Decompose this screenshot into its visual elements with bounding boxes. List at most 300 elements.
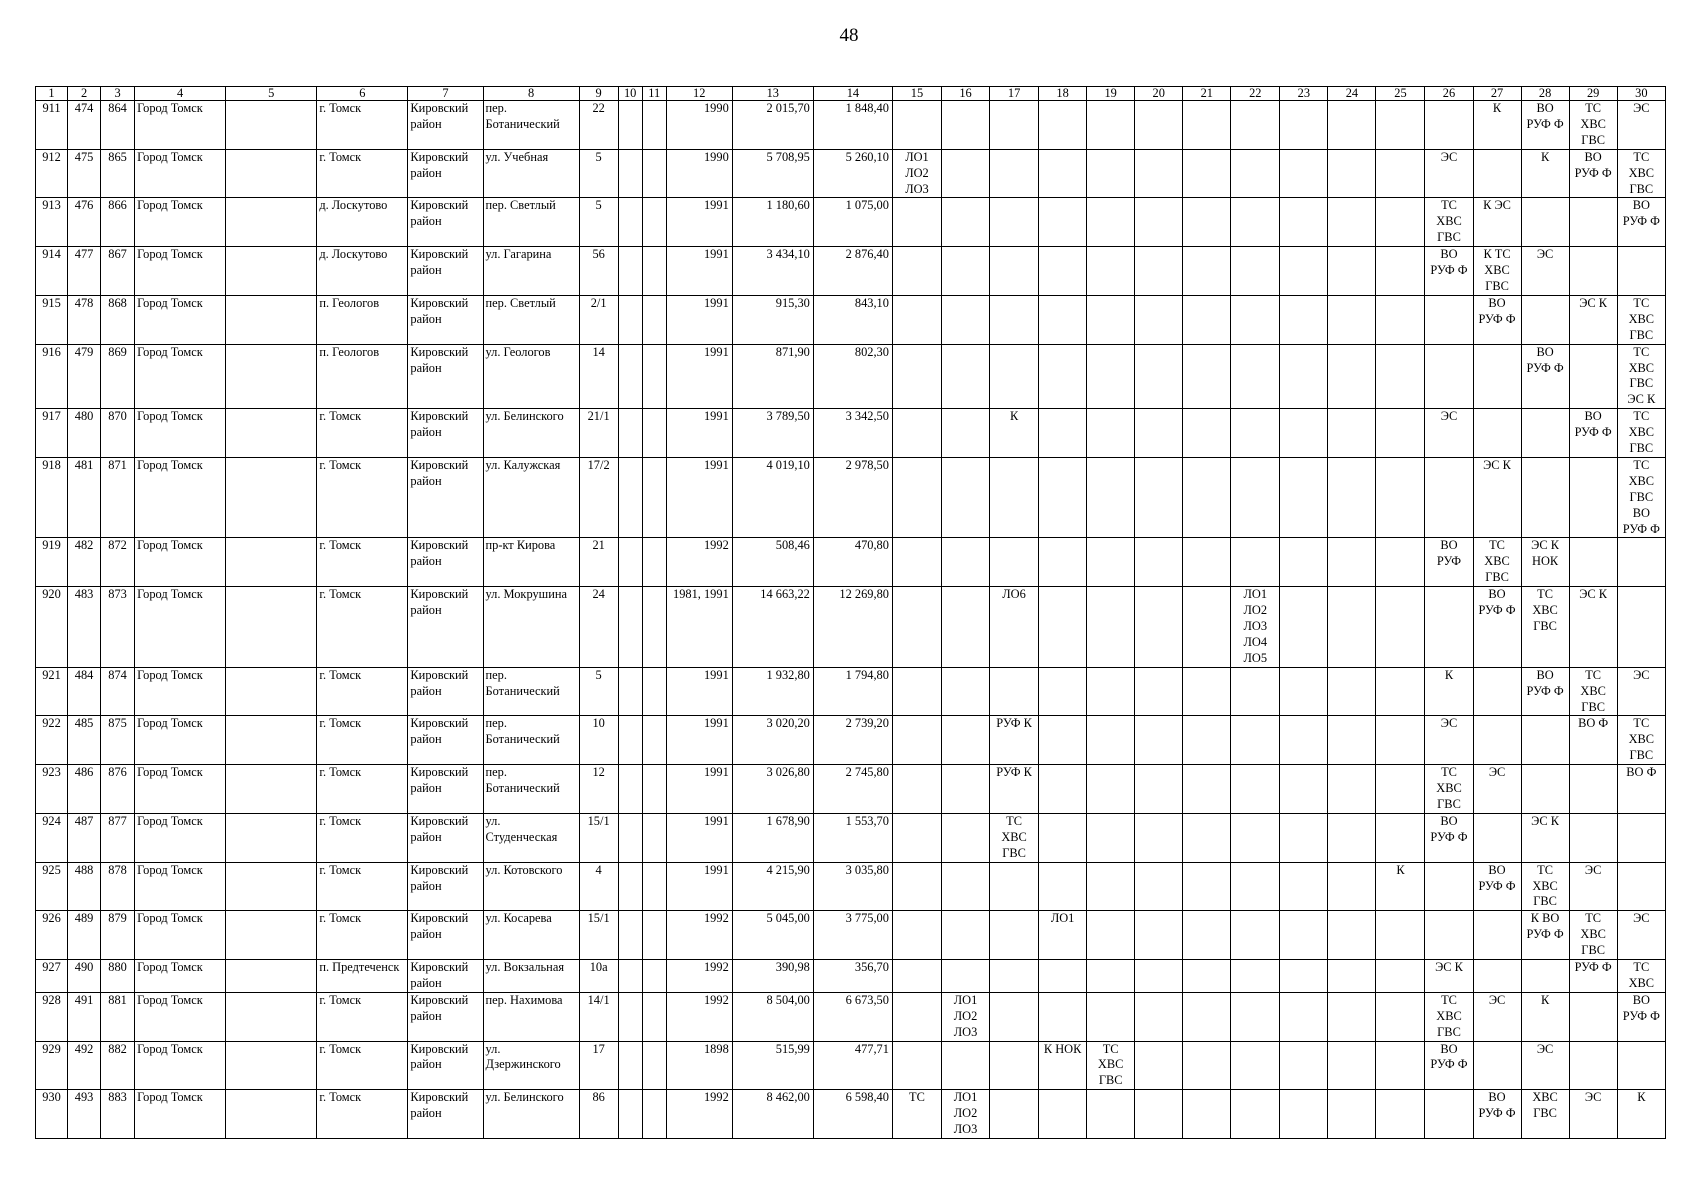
cell-text: 4 019,10 [766, 457, 810, 472]
cell-col-6 [317, 862, 408, 911]
cell-col-19 [1087, 992, 1135, 1041]
cell-col-30 [1617, 344, 1665, 409]
cell-col-9 [579, 344, 618, 409]
cell-col-14 [813, 295, 892, 344]
column-number-4: 4 [135, 87, 226, 101]
cell-col-14 [813, 992, 892, 1041]
cell-col-27 [1473, 1041, 1521, 1090]
cell-col-17 [990, 344, 1039, 409]
cell-text: 4 215,90 [766, 862, 810, 877]
cell-col-12 [666, 1090, 732, 1139]
cell-col-10 [618, 587, 642, 668]
cell-text: ВО Ф [1578, 716, 1609, 731]
cell-col-28 [1521, 716, 1569, 765]
cell-text: 484 [74, 667, 94, 682]
cell-col-8 [483, 198, 579, 247]
cell-col-24 [1328, 247, 1376, 296]
cell-text: ВО РУФ Ф [1478, 862, 1516, 893]
cell-text: 919 [42, 538, 61, 553]
cell-text: ТС ХВС ГВС [1532, 862, 1558, 909]
cell-col-15 [892, 198, 941, 247]
cell-col-25 [1376, 862, 1425, 911]
cell-col-29 [1569, 295, 1617, 344]
cell-col-1 [36, 198, 68, 247]
cell-col-29 [1569, 409, 1617, 458]
cell-col-2 [68, 457, 101, 538]
cell-col-22 [1231, 862, 1280, 911]
cell-col-13 [732, 716, 813, 765]
cell-text: ул. Белинского [485, 409, 564, 424]
cell-text: 8 504,00 [766, 992, 810, 1007]
cell-col-12 [666, 295, 732, 344]
cell-text: 6 673,50 [845, 992, 889, 1007]
cell-text: К ВО РУФ Ф [1526, 911, 1564, 942]
cell-col-25 [1376, 149, 1425, 198]
column-number-6: 6 [317, 87, 408, 101]
column-number-26: 26 [1425, 87, 1473, 101]
cell-col-7 [408, 344, 483, 409]
cell-col-14 [813, 911, 892, 960]
cell-col-26 [1425, 344, 1473, 409]
cell-col-27 [1473, 813, 1521, 862]
cell-col-7 [408, 716, 483, 765]
cell-text: 12 [592, 765, 605, 780]
cell-col-26 [1425, 1090, 1473, 1139]
cell-col-30 [1617, 765, 1665, 814]
cell-text: Кировский район [410, 716, 469, 747]
cell-col-7 [408, 911, 483, 960]
cell-text: 492 [74, 1041, 94, 1056]
cell-col-9 [579, 101, 618, 150]
cell-text: ВО РУФ Ф [1430, 247, 1468, 278]
cell-col-9 [579, 911, 618, 960]
cell-text: 1 553,70 [845, 813, 889, 828]
cell-col-25 [1376, 1090, 1425, 1139]
cell-col-5 [226, 538, 317, 587]
table-row [36, 992, 1666, 1041]
cell-text: 880 [108, 960, 127, 975]
cell-text: 1991 [703, 344, 729, 359]
cell-col-20 [1135, 101, 1183, 150]
cell-col-23 [1280, 813, 1328, 862]
cell-col-19 [1087, 1090, 1135, 1139]
cell-text: ТС ХВС ГВС [1436, 765, 1462, 811]
cell-text: 483 [74, 587, 94, 602]
cell-col-26 [1425, 813, 1473, 862]
cell-text: г. Томск [319, 667, 362, 682]
cell-col-2 [68, 716, 101, 765]
cell-col-12 [666, 862, 732, 911]
cell-col-28 [1521, 813, 1569, 862]
cell-col-6 [317, 247, 408, 296]
cell-col-11 [642, 101, 666, 150]
cell-text: ЭС [1536, 247, 1554, 262]
cell-col-18 [1039, 911, 1087, 960]
cell-col-5 [226, 765, 317, 814]
cell-col-10 [618, 295, 642, 344]
cell-text: 14/1 [587, 992, 610, 1007]
cell-col-21 [1183, 765, 1231, 814]
cell-col-2 [68, 198, 101, 247]
column-number-20: 20 [1135, 87, 1183, 101]
cell-col-4 [135, 101, 226, 150]
cell-text: 1991 [703, 813, 729, 828]
cell-col-18 [1039, 716, 1087, 765]
cell-col-25 [1376, 409, 1425, 458]
cell-col-17 [990, 198, 1039, 247]
cell-col-25 [1376, 247, 1425, 296]
cell-text: ЭС К [1483, 457, 1511, 472]
cell-text: К [1540, 149, 1550, 164]
cell-col-27 [1473, 716, 1521, 765]
cell-col-20 [1135, 538, 1183, 587]
cell-text: г. Томск [319, 101, 362, 115]
cell-col-16 [942, 587, 990, 668]
cell-col-23 [1280, 344, 1328, 409]
cell-col-1 [36, 409, 68, 458]
cell-text: 17 [592, 1041, 605, 1056]
cell-text: ТС ХВС ГВС [1628, 295, 1655, 342]
cell-col-13 [732, 765, 813, 814]
cell-col-15 [892, 295, 941, 344]
table-row [36, 813, 1666, 862]
cell-col-9 [579, 1041, 618, 1090]
cell-col-14 [813, 1090, 892, 1139]
cell-col-15 [892, 587, 941, 668]
cell-col-26 [1425, 247, 1473, 296]
cell-col-17 [990, 457, 1039, 538]
cell-text: 489 [74, 911, 94, 926]
cell-text: 478 [74, 295, 94, 310]
cell-col-1 [36, 667, 68, 716]
cell-text: г. Томск [319, 538, 362, 553]
cell-col-18 [1039, 862, 1087, 911]
cell-col-28 [1521, 149, 1569, 198]
cell-col-23 [1280, 587, 1328, 668]
cell-col-12 [666, 101, 732, 150]
cell-text: 3 035,80 [845, 862, 889, 877]
cell-col-20 [1135, 765, 1183, 814]
cell-col-2 [68, 587, 101, 668]
cell-col-1 [36, 247, 68, 296]
cell-text: ТС ХВС ГВС [1628, 716, 1655, 763]
cell-col-3 [101, 1090, 135, 1139]
cell-col-13 [732, 149, 813, 198]
cell-col-16 [942, 101, 990, 150]
cell-col-21 [1183, 1090, 1231, 1139]
cell-text: 1992 [703, 992, 729, 1007]
cell-text: 843,10 [854, 295, 889, 310]
cell-text: РУФ К [996, 716, 1032, 731]
column-number-24: 24 [1328, 87, 1376, 101]
cell-col-8 [483, 960, 579, 993]
cell-text: 10 [592, 716, 605, 731]
cell-col-19 [1087, 457, 1135, 538]
cell-text: 921 [42, 667, 61, 682]
cell-col-4 [135, 457, 226, 538]
cell-col-24 [1328, 1041, 1376, 1090]
cell-col-4 [135, 409, 226, 458]
column-number-16: 16 [942, 87, 990, 101]
cell-col-26 [1425, 862, 1473, 911]
cell-text: 881 [108, 992, 127, 1007]
cell-col-5 [226, 149, 317, 198]
cell-col-12 [666, 198, 732, 247]
cell-col-10 [618, 101, 642, 150]
cell-text: 875 [108, 716, 127, 731]
cell-col-4 [135, 247, 226, 296]
cell-text: ВО РУФ Ф [1478, 587, 1516, 618]
cell-text: 868 [108, 295, 127, 310]
cell-col-19 [1087, 149, 1135, 198]
cell-text: Город Томск [137, 198, 203, 213]
cell-col-1 [36, 813, 68, 862]
cell-col-13 [732, 198, 813, 247]
cell-col-7 [408, 295, 483, 344]
cell-col-11 [642, 247, 666, 296]
column-number-21: 21 [1183, 87, 1231, 101]
cell-col-19 [1087, 911, 1135, 960]
cell-text: Кировский район [410, 587, 469, 618]
cell-col-24 [1328, 149, 1376, 198]
cell-col-18 [1039, 813, 1087, 862]
cell-col-11 [642, 344, 666, 409]
cell-col-13 [732, 1090, 813, 1139]
cell-col-22 [1231, 198, 1280, 247]
cell-col-8 [483, 992, 579, 1041]
column-number-14: 14 [813, 87, 892, 101]
cell-col-28 [1521, 1041, 1569, 1090]
cell-text: 1 075,00 [845, 198, 889, 213]
cell-col-18 [1039, 457, 1087, 538]
cell-col-21 [1183, 101, 1231, 150]
cell-col-2 [68, 1090, 101, 1139]
cell-col-8 [483, 149, 579, 198]
cell-text: ЭС [1536, 1041, 1554, 1056]
cell-col-25 [1376, 344, 1425, 409]
cell-text: ул. Косарева [485, 911, 552, 926]
cell-col-11 [642, 587, 666, 668]
cell-text: 390,98 [775, 960, 810, 975]
cell-text: 1 180,60 [766, 198, 810, 213]
cell-col-26 [1425, 992, 1473, 1041]
cell-text: 876 [108, 765, 127, 780]
cell-col-17 [990, 667, 1039, 716]
cell-col-29 [1569, 1041, 1617, 1090]
cell-col-30 [1617, 587, 1665, 668]
cell-col-6 [317, 149, 408, 198]
cell-text: пер. Ботанический [485, 101, 560, 131]
cell-col-7 [408, 765, 483, 814]
cell-col-18 [1039, 538, 1087, 587]
cell-col-25 [1376, 911, 1425, 960]
cell-col-5 [226, 716, 317, 765]
cell-col-19 [1087, 813, 1135, 862]
cell-text: 3 789,50 [766, 409, 810, 424]
cell-text: ТС ХВС ГВС [1436, 198, 1462, 245]
cell-text: ЭС К [1579, 587, 1608, 602]
cell-col-3 [101, 149, 135, 198]
cell-col-26 [1425, 409, 1473, 458]
cell-text: ТС ХВС ГВС ВО РУФ Ф [1622, 457, 1660, 536]
cell-text: 3 020,20 [766, 716, 810, 731]
cell-text: ТС [909, 1090, 925, 1105]
cell-text: 879 [108, 911, 127, 926]
cell-text: 3 342,50 [845, 409, 889, 424]
table-row [36, 1041, 1666, 1090]
cell-text: п. Геологов [319, 344, 380, 359]
cell-col-6 [317, 587, 408, 668]
cell-col-4 [135, 295, 226, 344]
cell-col-20 [1135, 409, 1183, 458]
cell-text: 1 932,80 [766, 667, 810, 682]
cell-col-8 [483, 587, 579, 668]
cell-col-10 [618, 911, 642, 960]
cell-col-28 [1521, 198, 1569, 247]
cell-text: 802,30 [854, 344, 889, 359]
cell-col-9 [579, 862, 618, 911]
cell-col-11 [642, 409, 666, 458]
cell-col-27 [1473, 538, 1521, 587]
cell-col-18 [1039, 667, 1087, 716]
cell-col-8 [483, 409, 579, 458]
cell-text: 924 [42, 813, 61, 828]
column-number-8: 8 [483, 87, 579, 101]
cell-text: 1991 [703, 247, 729, 262]
cell-col-15 [892, 409, 941, 458]
cell-col-14 [813, 409, 892, 458]
cell-text: ТС ХВС ГВС [1532, 587, 1558, 633]
cell-col-6 [317, 198, 408, 247]
cell-col-16 [942, 538, 990, 587]
cell-text: ТС ХВС ГВС [1097, 1041, 1124, 1088]
cell-col-30 [1617, 409, 1665, 458]
cell-col-16 [942, 813, 990, 862]
cell-col-20 [1135, 911, 1183, 960]
cell-col-29 [1569, 344, 1617, 409]
cell-col-30 [1617, 862, 1665, 911]
cell-col-15 [892, 911, 941, 960]
cell-col-10 [618, 198, 642, 247]
cell-col-10 [618, 992, 642, 1041]
cell-text: 476 [74, 198, 94, 213]
column-number-28: 28 [1521, 87, 1569, 101]
cell-col-30 [1617, 667, 1665, 716]
cell-col-19 [1087, 667, 1135, 716]
cell-text: 5 708,95 [766, 149, 810, 164]
cell-col-18 [1039, 198, 1087, 247]
cell-col-13 [732, 344, 813, 409]
cell-col-13 [732, 295, 813, 344]
cell-col-5 [226, 992, 317, 1041]
column-number-29: 29 [1569, 87, 1617, 101]
cell-col-22 [1231, 295, 1280, 344]
cell-col-13 [732, 862, 813, 911]
column-number-18: 18 [1039, 87, 1087, 101]
cell-col-22 [1231, 101, 1280, 150]
cell-text: ЛО6 [1002, 587, 1026, 602]
cell-col-22 [1231, 911, 1280, 960]
cell-text: г. Томск [319, 149, 362, 164]
cell-text: Кировский район [410, 457, 469, 488]
cell-col-24 [1328, 911, 1376, 960]
cell-col-20 [1135, 149, 1183, 198]
cell-col-30 [1617, 247, 1665, 296]
cell-col-3 [101, 457, 135, 538]
cell-text: 1991 [703, 457, 729, 472]
cell-text: 872 [108, 538, 127, 553]
cell-col-29 [1569, 960, 1617, 993]
cell-col-23 [1280, 457, 1328, 538]
cell-col-28 [1521, 587, 1569, 668]
cell-col-3 [101, 911, 135, 960]
cell-col-25 [1376, 667, 1425, 716]
cell-text: 493 [74, 1090, 94, 1105]
column-number-30: 30 [1617, 87, 1665, 101]
cell-col-15 [892, 862, 941, 911]
cell-col-10 [618, 716, 642, 765]
cell-col-17 [990, 1041, 1039, 1090]
cell-text: Кировский район [410, 667, 469, 698]
cell-col-20 [1135, 457, 1183, 538]
cell-col-9 [579, 409, 618, 458]
cell-col-3 [101, 862, 135, 911]
cell-col-2 [68, 862, 101, 911]
cell-text: 481 [74, 457, 94, 472]
cell-col-28 [1521, 295, 1569, 344]
cell-text: 17/2 [587, 457, 610, 472]
cell-col-25 [1376, 457, 1425, 538]
cell-col-16 [942, 667, 990, 716]
cell-col-21 [1183, 247, 1231, 296]
cell-col-21 [1183, 813, 1231, 862]
cell-col-16 [942, 716, 990, 765]
cell-text: Город Томск [137, 960, 203, 975]
cell-text: 1981, 1991 [673, 587, 729, 602]
cell-col-4 [135, 1090, 226, 1139]
cell-text: 1 848,40 [845, 101, 889, 115]
cell-col-25 [1376, 587, 1425, 668]
cell-col-19 [1087, 344, 1135, 409]
cell-col-29 [1569, 911, 1617, 960]
cell-col-15 [892, 992, 941, 1041]
cell-text: ЛО1 ЛО2 ЛО3 [953, 1090, 978, 1137]
cell-text: 927 [42, 960, 61, 975]
cell-col-13 [732, 101, 813, 150]
cell-col-12 [666, 409, 732, 458]
cell-col-29 [1569, 813, 1617, 862]
cell-col-9 [579, 587, 618, 668]
cell-col-14 [813, 198, 892, 247]
cell-text: 477 [74, 247, 94, 262]
cell-text: Город Томск [137, 409, 203, 424]
cell-col-1 [36, 862, 68, 911]
cell-text: пер. Нахимова [485, 992, 563, 1007]
cell-text: ЛО1 ЛО2 ЛО3 ЛО4 ЛО5 [1243, 587, 1268, 665]
cell-col-15 [892, 344, 941, 409]
table-row [36, 198, 1666, 247]
cell-text: К ЭС [1483, 198, 1511, 213]
cell-text: 1 678,90 [766, 813, 810, 828]
cell-col-22 [1231, 716, 1280, 765]
cell-text: 866 [108, 198, 127, 213]
cell-col-4 [135, 813, 226, 862]
cell-col-6 [317, 409, 408, 458]
cell-col-9 [579, 538, 618, 587]
cell-col-7 [408, 587, 483, 668]
cell-text: 2 739,20 [845, 716, 889, 731]
cell-col-16 [942, 457, 990, 538]
